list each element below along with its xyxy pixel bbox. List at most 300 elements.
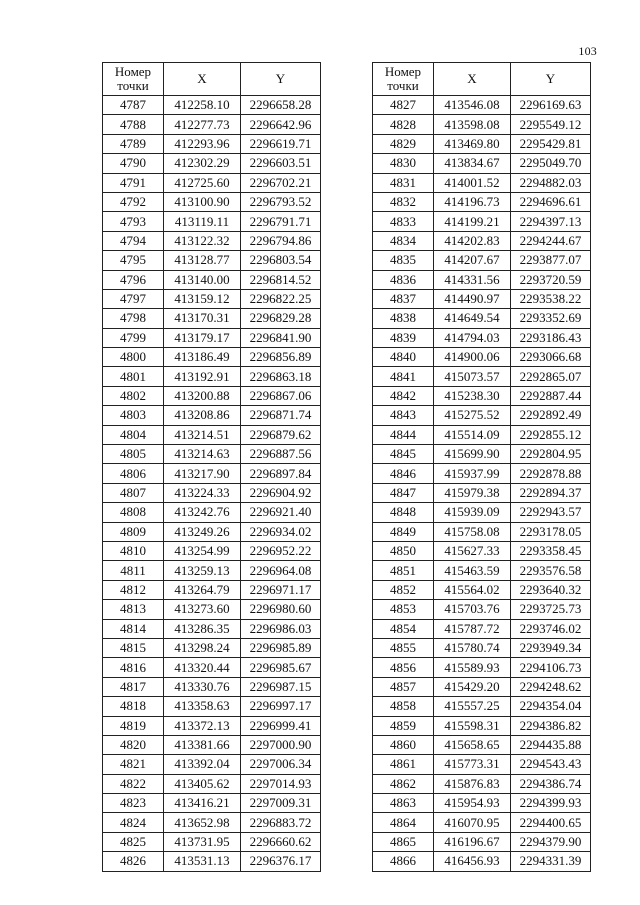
point-number-cell: 4829 [373, 134, 434, 153]
point-number-cell: 4854 [373, 619, 434, 638]
table-row [103, 367, 321, 386]
point-number-cell: 4860 [373, 735, 434, 754]
y-coordinate-cell: 2296921.40 [241, 503, 321, 522]
table-row [373, 173, 591, 192]
y-coordinate-cell: 2293538.22 [511, 289, 591, 308]
table-row [373, 716, 591, 735]
y-coordinate-cell: 2292865.07 [511, 367, 591, 386]
page-number: 103 [578, 44, 597, 58]
y-coordinate-cell: 2293725.73 [511, 600, 591, 619]
y-coordinate-cell: 2296985.89 [241, 638, 321, 657]
table-row [103, 270, 321, 289]
point-number-cell: 4819 [103, 716, 164, 735]
table-row [103, 445, 321, 464]
table-row [103, 755, 321, 774]
point-number-cell: 4796 [103, 270, 164, 289]
y-coordinate-cell: 2296376.17 [241, 852, 321, 871]
point-number-cell: 4837 [373, 289, 434, 308]
y-coordinate-cell: 2297000.90 [241, 735, 321, 754]
table-row [373, 600, 591, 619]
point-header-line1: Номер [384, 64, 422, 79]
point-number-cell: 4803 [103, 406, 164, 425]
x-coordinate-cell: 413170.31 [164, 309, 241, 328]
x-coordinate-cell: 414207.67 [434, 251, 511, 270]
x-coordinate-cell: 413224.33 [164, 483, 241, 502]
point-number-cell: 4857 [373, 677, 434, 696]
point-number-cell: 4845 [373, 445, 434, 464]
y-coordinate-cell: 2296822.25 [241, 289, 321, 308]
point-number-cell: 4847 [373, 483, 434, 502]
y-coordinate-cell: 2296841.90 [241, 328, 321, 347]
table-row [103, 483, 321, 502]
y-coordinate-cell: 2296642.96 [241, 115, 321, 134]
y-coordinate-cell: 2292943.57 [511, 503, 591, 522]
table-row [103, 386, 321, 405]
table-row [103, 464, 321, 483]
point-number-cell: 4788 [103, 115, 164, 134]
point-number-cell: 4809 [103, 522, 164, 541]
y-coordinate-cell: 2293720.59 [511, 270, 591, 289]
table-row [103, 735, 321, 754]
point-number-cell: 4863 [373, 794, 434, 813]
x-coordinate-cell: 412277.73 [164, 115, 241, 134]
table-row [373, 212, 591, 231]
point-number-cell: 4865 [373, 832, 434, 851]
y-coordinate-cell: 2296883.72 [241, 813, 321, 832]
x-coordinate-cell: 413200.88 [164, 386, 241, 405]
y-coordinate-cell: 2292878.88 [511, 464, 591, 483]
y-coordinate-cell: 2296971.17 [241, 580, 321, 599]
y-coordinate-cell: 2296814.52 [241, 270, 321, 289]
point-number-cell: 4866 [373, 852, 434, 871]
x-coordinate-cell: 414196.73 [434, 192, 511, 211]
table-row [103, 541, 321, 560]
table-row [373, 774, 591, 793]
table-row [103, 813, 321, 832]
table-row [103, 289, 321, 308]
point-number-cell: 4830 [373, 154, 434, 173]
x-coordinate-cell: 413469.80 [434, 134, 511, 153]
point-number-cell: 4858 [373, 697, 434, 716]
point-number-cell: 4851 [373, 561, 434, 580]
table-row [373, 134, 591, 153]
table-row [103, 852, 321, 871]
y-coordinate-cell: 2296603.51 [241, 154, 321, 173]
point-number-cell: 4846 [373, 464, 434, 483]
table-row [373, 251, 591, 270]
y-coordinate-cell: 2296658.28 [241, 96, 321, 115]
x-coordinate-cell: 413128.77 [164, 251, 241, 270]
x-coordinate-cell: 415699.90 [434, 445, 511, 464]
point-number-cell: 4838 [373, 309, 434, 328]
y-coordinate-cell: 2293358.45 [511, 541, 591, 560]
table-row [373, 231, 591, 250]
x-coordinate-cell: 415238.30 [434, 386, 511, 405]
point-number-cell: 4800 [103, 348, 164, 367]
point-number-cell: 4855 [373, 638, 434, 657]
y-coordinate-cell: 2293949.34 [511, 638, 591, 657]
y-coordinate-cell: 2294331.39 [511, 852, 591, 871]
y-coordinate-cell: 2296863.18 [241, 367, 321, 386]
y-coordinate-cell: 2293178.05 [511, 522, 591, 541]
y-coordinate-cell: 2294106.73 [511, 658, 591, 677]
y-coordinate-cell: 2295049.70 [511, 154, 591, 173]
table-row [373, 483, 591, 502]
y-header: Y [511, 63, 591, 96]
point-number-cell: 4812 [103, 580, 164, 599]
point-number-cell: 4832 [373, 192, 434, 211]
y-coordinate-cell: 2295549.12 [511, 115, 591, 134]
x-coordinate-cell: 412302.29 [164, 154, 241, 173]
x-coordinate-cell: 416456.93 [434, 852, 511, 871]
x-coordinate-cell: 413217.90 [164, 464, 241, 483]
y-coordinate-cell: 2296897.84 [241, 464, 321, 483]
point-number-cell: 4822 [103, 774, 164, 793]
y-coordinate-cell: 2294882.03 [511, 173, 591, 192]
x-coordinate-cell: 413320.44 [164, 658, 241, 677]
point-number-cell: 4842 [373, 386, 434, 405]
table-row [103, 774, 321, 793]
table-row [103, 309, 321, 328]
table-row [373, 367, 591, 386]
y-header: Y [241, 63, 321, 96]
x-coordinate-cell: 415937.99 [434, 464, 511, 483]
x-coordinate-cell: 414490.97 [434, 289, 511, 308]
point-number-cell: 4859 [373, 716, 434, 735]
x-coordinate-cell: 413405.62 [164, 774, 241, 793]
x-coordinate-cell: 413834.67 [434, 154, 511, 173]
point-number-cell: 4833 [373, 212, 434, 231]
point-number-header [373, 63, 434, 96]
y-coordinate-cell: 2296660.62 [241, 832, 321, 851]
point-number-cell: 4806 [103, 464, 164, 483]
x-coordinate-cell: 413214.63 [164, 445, 241, 464]
point-number-cell: 4841 [373, 367, 434, 386]
y-coordinate-cell: 2292887.44 [511, 386, 591, 405]
point-number-cell: 4792 [103, 192, 164, 211]
x-coordinate-cell: 415658.65 [434, 735, 511, 754]
y-coordinate-cell: 2296999.41 [241, 716, 321, 735]
y-coordinate-cell: 2292892.49 [511, 406, 591, 425]
point-number-cell: 4804 [103, 425, 164, 444]
point-number-cell: 4791 [103, 173, 164, 192]
y-coordinate-cell: 2295429.81 [511, 134, 591, 153]
y-coordinate-cell: 2296934.02 [241, 522, 321, 541]
x-coordinate-cell: 413186.49 [164, 348, 241, 367]
point-number-cell: 4787 [103, 96, 164, 115]
x-coordinate-cell: 414649.54 [434, 309, 511, 328]
table-row [103, 832, 321, 851]
point-number-cell: 4862 [373, 774, 434, 793]
point-number-cell: 4844 [373, 425, 434, 444]
point-number-cell: 4835 [373, 251, 434, 270]
table-row [103, 503, 321, 522]
x-coordinate-cell: 413254.99 [164, 541, 241, 560]
y-coordinate-cell: 2296952.22 [241, 541, 321, 560]
point-header-line2: точки [387, 78, 419, 93]
x-coordinate-cell: 413358.63 [164, 697, 241, 716]
y-coordinate-cell: 2294543.43 [511, 755, 591, 774]
x-coordinate-cell: 414199.21 [434, 212, 511, 231]
table-row [373, 192, 591, 211]
table-row [373, 270, 591, 289]
point-number-cell: 4856 [373, 658, 434, 677]
point-number-cell: 4799 [103, 328, 164, 347]
point-number-cell: 4827 [373, 96, 434, 115]
point-number-cell: 4839 [373, 328, 434, 347]
y-coordinate-cell: 2296169.63 [511, 96, 591, 115]
point-number-cell: 4794 [103, 231, 164, 250]
y-coordinate-cell: 2294696.61 [511, 192, 591, 211]
x-coordinate-cell: 415564.02 [434, 580, 511, 599]
table-row [373, 503, 591, 522]
table-row [103, 794, 321, 813]
table-row [103, 348, 321, 367]
x-coordinate-cell: 413242.76 [164, 503, 241, 522]
point-number-cell: 4795 [103, 251, 164, 270]
point-number-cell: 4861 [373, 755, 434, 774]
x-coordinate-cell: 416196.67 [434, 832, 511, 851]
x-coordinate-cell: 414900.06 [434, 348, 511, 367]
x-coordinate-cell: 413179.17 [164, 328, 241, 347]
x-coordinate-cell: 413330.76 [164, 677, 241, 696]
x-coordinate-cell: 414331.56 [434, 270, 511, 289]
y-coordinate-cell: 2296702.21 [241, 173, 321, 192]
table-row [103, 134, 321, 153]
table-row [103, 697, 321, 716]
y-coordinate-cell: 2296980.60 [241, 600, 321, 619]
table-row [373, 309, 591, 328]
x-coordinate-cell: 413273.60 [164, 600, 241, 619]
table-row [373, 638, 591, 657]
y-coordinate-cell: 2297009.31 [241, 794, 321, 813]
x-coordinate-cell: 413731.95 [164, 832, 241, 851]
point-number-cell: 4805 [103, 445, 164, 464]
x-coordinate-cell: 415463.59 [434, 561, 511, 580]
point-number-cell: 4826 [103, 852, 164, 871]
x-coordinate-cell: 415787.72 [434, 619, 511, 638]
y-coordinate-cell: 2293877.07 [511, 251, 591, 270]
table-row [373, 154, 591, 173]
x-coordinate-cell: 413119.11 [164, 212, 241, 231]
point-number-cell: 4828 [373, 115, 434, 134]
y-coordinate-cell: 2296964.08 [241, 561, 321, 580]
table-row [373, 813, 591, 832]
table-row [103, 251, 321, 270]
point-number-cell: 4821 [103, 755, 164, 774]
x-coordinate-cell: 412293.96 [164, 134, 241, 153]
x-coordinate-cell: 413531.13 [164, 852, 241, 871]
table-row [373, 328, 591, 347]
x-coordinate-cell: 413249.26 [164, 522, 241, 541]
table-row [103, 212, 321, 231]
y-coordinate-cell: 2297014.93 [241, 774, 321, 793]
y-coordinate-cell: 2294400.65 [511, 813, 591, 832]
x-coordinate-cell: 415589.93 [434, 658, 511, 677]
table-row [373, 348, 591, 367]
table-row [103, 173, 321, 192]
table-row [373, 561, 591, 580]
coordinates-table-right [372, 62, 591, 872]
table-header-row [373, 63, 591, 96]
y-coordinate-cell: 2296985.67 [241, 658, 321, 677]
y-coordinate-cell: 2294244.67 [511, 231, 591, 250]
point-number-cell: 4810 [103, 541, 164, 560]
x-coordinate-cell: 415954.93 [434, 794, 511, 813]
x-coordinate-cell: 415627.33 [434, 541, 511, 560]
table-row [373, 386, 591, 405]
y-coordinate-cell: 2296904.92 [241, 483, 321, 502]
point-number-cell: 4797 [103, 289, 164, 308]
y-coordinate-cell: 2293066.68 [511, 348, 591, 367]
y-coordinate-cell: 2296871.74 [241, 406, 321, 425]
point-number-cell: 4816 [103, 658, 164, 677]
x-coordinate-cell: 412725.60 [164, 173, 241, 192]
y-coordinate-cell: 2296803.54 [241, 251, 321, 270]
point-number-cell: 4790 [103, 154, 164, 173]
point-number-header [103, 63, 164, 96]
x-header: X [164, 63, 241, 96]
x-coordinate-cell: 413286.35 [164, 619, 241, 638]
y-coordinate-cell: 2294386.74 [511, 774, 591, 793]
table-row [103, 231, 321, 250]
y-coordinate-cell: 2292855.12 [511, 425, 591, 444]
y-coordinate-cell: 2293186.43 [511, 328, 591, 347]
point-number-cell: 4813 [103, 600, 164, 619]
y-coordinate-cell: 2293640.32 [511, 580, 591, 599]
x-coordinate-cell: 415429.20 [434, 677, 511, 696]
y-coordinate-cell: 2294248.62 [511, 677, 591, 696]
y-coordinate-cell: 2296986.03 [241, 619, 321, 638]
x-coordinate-cell: 413259.13 [164, 561, 241, 580]
table-row [373, 406, 591, 425]
table-row [373, 832, 591, 851]
table-row [103, 677, 321, 696]
point-number-cell: 4836 [373, 270, 434, 289]
point-number-cell: 4807 [103, 483, 164, 502]
x-coordinate-cell: 413100.90 [164, 192, 241, 211]
table-row [103, 619, 321, 638]
table-row [103, 716, 321, 735]
y-coordinate-cell: 2294435.88 [511, 735, 591, 754]
point-number-cell: 4849 [373, 522, 434, 541]
table-row [373, 580, 591, 599]
y-coordinate-cell: 2297006.34 [241, 755, 321, 774]
table-row [373, 735, 591, 754]
y-coordinate-cell: 2294399.93 [511, 794, 591, 813]
table-row [373, 289, 591, 308]
table-row [373, 445, 591, 464]
table-row [103, 406, 321, 425]
point-number-cell: 4831 [373, 173, 434, 192]
y-coordinate-cell: 2294379.90 [511, 832, 591, 851]
x-coordinate-cell: 413192.91 [164, 367, 241, 386]
point-number-cell: 4798 [103, 309, 164, 328]
x-coordinate-cell: 413298.24 [164, 638, 241, 657]
y-coordinate-cell: 2296856.89 [241, 348, 321, 367]
y-coordinate-cell: 2293576.58 [511, 561, 591, 580]
table-row [373, 115, 591, 134]
point-number-cell: 4848 [373, 503, 434, 522]
point-number-cell: 4814 [103, 619, 164, 638]
x-coordinate-cell: 413546.08 [434, 96, 511, 115]
table-row [373, 619, 591, 638]
point-number-cell: 4801 [103, 367, 164, 386]
x-coordinate-cell: 413392.04 [164, 755, 241, 774]
x-coordinate-cell: 415876.83 [434, 774, 511, 793]
x-coordinate-cell: 413264.79 [164, 580, 241, 599]
point-number-cell: 4820 [103, 735, 164, 754]
table-row [103, 522, 321, 541]
point-number-cell: 4834 [373, 231, 434, 250]
point-number-cell: 4811 [103, 561, 164, 580]
x-coordinate-cell: 414001.52 [434, 173, 511, 192]
x-coordinate-cell: 415939.09 [434, 503, 511, 522]
table-row [373, 677, 591, 696]
point-number-cell: 4852 [373, 580, 434, 599]
y-coordinate-cell: 2296997.17 [241, 697, 321, 716]
y-coordinate-cell: 2296987.15 [241, 677, 321, 696]
y-coordinate-cell: 2296791.71 [241, 212, 321, 231]
table-row [103, 658, 321, 677]
point-number-cell: 4850 [373, 541, 434, 560]
table-row [373, 541, 591, 560]
table-row [103, 425, 321, 444]
point-number-cell: 4864 [373, 813, 434, 832]
y-coordinate-cell: 2296887.56 [241, 445, 321, 464]
x-coordinate-cell: 415598.31 [434, 716, 511, 735]
table-row [373, 522, 591, 541]
point-number-cell: 4843 [373, 406, 434, 425]
table-row [103, 96, 321, 115]
y-coordinate-cell: 2296794.86 [241, 231, 321, 250]
coordinates-table-left [102, 62, 321, 872]
y-coordinate-cell: 2293352.69 [511, 309, 591, 328]
table-row [373, 96, 591, 115]
table-row [103, 580, 321, 599]
table-row [373, 794, 591, 813]
table-body-left [103, 96, 321, 872]
table-row [103, 600, 321, 619]
table-row [103, 328, 321, 347]
point-number-cell: 4840 [373, 348, 434, 367]
y-coordinate-cell: 2294354.04 [511, 697, 591, 716]
x-coordinate-cell: 413159.12 [164, 289, 241, 308]
point-number-cell: 4817 [103, 677, 164, 696]
table-row [373, 425, 591, 444]
table-body-right [373, 96, 591, 872]
table-row [373, 697, 591, 716]
x-coordinate-cell: 413140.00 [164, 270, 241, 289]
x-coordinate-cell: 413372.13 [164, 716, 241, 735]
x-coordinate-cell: 413208.86 [164, 406, 241, 425]
table-row [103, 638, 321, 657]
x-coordinate-cell: 415703.76 [434, 600, 511, 619]
y-coordinate-cell: 2296879.62 [241, 425, 321, 444]
y-coordinate-cell: 2296619.71 [241, 134, 321, 153]
x-coordinate-cell: 415275.52 [434, 406, 511, 425]
x-coordinate-cell: 415773.31 [434, 755, 511, 774]
point-number-cell: 4802 [103, 386, 164, 405]
point-number-cell: 4824 [103, 813, 164, 832]
x-coordinate-cell: 414794.03 [434, 328, 511, 347]
table-header-row [103, 63, 321, 96]
point-number-cell: 4853 [373, 600, 434, 619]
point-number-cell: 4793 [103, 212, 164, 231]
table-row [373, 658, 591, 677]
table-row [103, 115, 321, 134]
point-number-cell: 4789 [103, 134, 164, 153]
